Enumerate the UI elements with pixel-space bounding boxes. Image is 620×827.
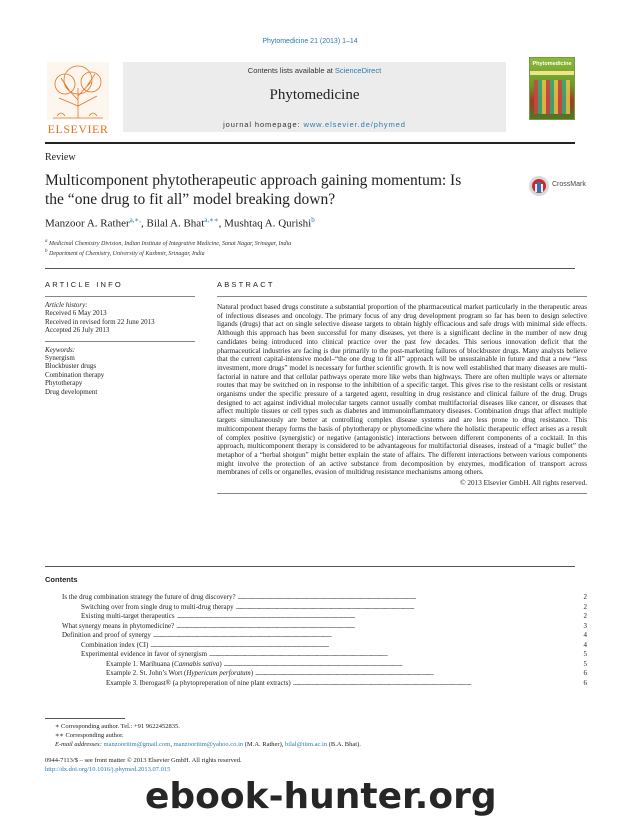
toc-title-end: ) <box>250 669 254 677</box>
toc-entry[interactable] <box>62 631 587 641</box>
toc-leader <box>176 622 567 632</box>
toc-leader <box>150 641 567 651</box>
section-rule <box>45 268 575 269</box>
toc-page: 3 <box>583 621 587 630</box>
affiliation <box>45 238 291 248</box>
toc-title: Combination index (CI) <box>81 640 149 649</box>
header-rule <box>45 142 575 144</box>
toc-title: Example 3. Iberogast® (a phytopreperation of nine plant extracts) <box>106 678 291 687</box>
email-label: E-mail addresses: <box>55 741 102 748</box>
toc-title-italic: Cannabis sativa <box>174 659 220 668</box>
email-link[interactable]: bilal@iiim.ac.in <box>285 741 328 748</box>
email-link[interactable]: manzooriiim@yahoo.co.in <box>173 741 244 748</box>
masthead <box>45 60 575 140</box>
toc-entry[interactable] <box>62 622 587 632</box>
keywords-rule <box>45 341 195 342</box>
article-title-line-1: Multicomponent phytotherapeutic approach gaining momentum: Is <box>45 172 462 189</box>
abstract-rule <box>217 296 587 297</box>
history-label: Article history: <box>45 301 88 309</box>
sciencedirect-link[interactable]: ScienceDirect <box>334 66 382 75</box>
toc-title-text: Example 2. St. John’s Wort ( <box>106 669 187 677</box>
footnotes <box>45 722 575 749</box>
email-separator: , <box>170 741 174 748</box>
toc-page: 5 <box>583 659 587 668</box>
toc-page: 6 <box>583 669 587 677</box>
footnote-mark: ∗ <box>55 723 60 730</box>
toc-title-text: Example 1. Marihuana ( <box>106 659 175 668</box>
keyword: Drug development <box>45 387 98 396</box>
author-marks[interactable]: b <box>311 216 315 224</box>
keyword: Synergism <box>45 354 75 363</box>
history-item: Accepted 26 July 2013 <box>45 326 110 335</box>
toc-title: Definition and proof of synergy <box>62 631 151 639</box>
toc-leader <box>238 593 567 603</box>
toc-page: 6 <box>583 678 587 687</box>
affiliation-text: Medicinal Chemistry Division, Indian Institute of Integrative Medicine, Sanat Nagar, Srinagar, India <box>49 241 292 247</box>
footnote-corresponding-1 <box>45 722 575 731</box>
journal-title: Phytomedicine <box>269 87 360 103</box>
cover-image <box>534 80 570 114</box>
abstract-heading: ABSTRACT <box>217 280 275 289</box>
contents-heading: Contents <box>45 575 78 584</box>
crossmark-label: CrossMark <box>552 181 586 188</box>
toc-leader <box>236 603 567 613</box>
toc-entry[interactable] <box>62 593 587 603</box>
toc-title: Experimental evidence in favor of synergism <box>81 650 208 658</box>
article-info-rule <box>45 296 195 297</box>
affiliation-mark: b <box>45 249 48 254</box>
toc-page: 2 <box>583 612 587 620</box>
toc-page: 2 <box>583 593 587 601</box>
issn-line: 0944-7113/$ – see front matter © 2013 Elsevier GmbH. All rights reserved. <box>45 757 242 764</box>
doi-link[interactable]: http://dx.doi.org/10.1016/j.phymed.2013.07.015 <box>45 766 171 773</box>
history-item: Received 6 May 2013 <box>45 309 107 318</box>
copyright-line: © 2013 Elsevier GmbH. All rights reserved. <box>460 479 587 488</box>
toc-entry[interactable] <box>62 669 587 679</box>
toc-title: What synergy means in phytomedicine? <box>62 621 175 630</box>
keyword: Phytotherapy <box>45 379 83 388</box>
toc-entry[interactable] <box>62 660 587 670</box>
toc-title: Switching over from single drug to multi-drug therapy <box>81 602 234 611</box>
affiliation-mark: a <box>45 239 48 244</box>
affiliation-text: Department of Chemistry, University of Kashmir, Srinagar, India <box>49 251 205 257</box>
journal-reference[interactable]: Phytomedicine 21 (2013) 1–14 <box>262 38 358 45</box>
author-marks[interactable]: a,∗, <box>129 216 141 224</box>
toc-entry[interactable] <box>62 641 587 651</box>
footnote-corresponding-2 <box>45 731 575 740</box>
abstract-column <box>217 280 587 494</box>
table-of-contents <box>62 593 587 688</box>
keywords <box>45 346 195 396</box>
journal-cover-thumbnail[interactable] <box>529 57 575 120</box>
keyword: Blockbuster drugs <box>45 362 97 371</box>
toc-entry[interactable] <box>62 612 587 622</box>
affiliation <box>45 248 291 258</box>
article-info-heading: ARTICLE INFO <box>45 280 123 289</box>
email-note: (M.A. Rather), <box>243 741 286 748</box>
email-link[interactable]: manzooriiim@gmail.com <box>103 741 171 748</box>
watermark: ebook-hunter.org <box>145 776 497 817</box>
article-info-column <box>45 280 195 396</box>
toc-leader <box>224 660 567 670</box>
cover-title: Phytomedicine <box>532 61 572 67</box>
footnote-emails <box>45 740 575 749</box>
article-history <box>45 301 195 335</box>
toc-title-end: ) <box>219 659 222 668</box>
toc-entry[interactable] <box>62 650 587 660</box>
history-item: Received in revised form 22 June 2013 <box>45 317 155 326</box>
toc-leader <box>209 650 567 660</box>
homepage-prefix: journal homepage: <box>223 120 304 129</box>
author-separator: , <box>218 217 225 230</box>
contents-rule <box>45 566 575 567</box>
footnote-mark: ∗∗ <box>55 732 64 739</box>
keywords-label: Keywords: <box>45 345 76 354</box>
toc-leader <box>293 679 567 689</box>
keyword: Combination therapy <box>45 370 105 379</box>
bottom-meta <box>45 756 242 774</box>
toc-title-italic: Hypericum perforatum <box>186 669 251 677</box>
elsevier-wordmark: ELSEVIER <box>47 122 109 136</box>
toc-title: Existing multi-target therapeutics <box>81 612 175 620</box>
journal-homepage-line <box>123 120 506 129</box>
article-title-line-2: the “one drug to fit all” model breaking down? <box>45 191 336 208</box>
journal-header-box <box>123 62 506 132</box>
toc-leader <box>153 631 567 641</box>
toc-entry[interactable] <box>62 603 587 613</box>
footnote-rule <box>45 718 125 719</box>
crossmark-icon <box>528 175 550 197</box>
abstract-end-rule <box>217 493 587 494</box>
homepage-link[interactable]: www.elsevier.de/phymed <box>303 120 406 129</box>
email-note: (B.A. Bhat). <box>327 741 361 748</box>
contents-available-line <box>123 66 506 75</box>
author-separator: , <box>141 217 147 230</box>
elsevier-logo[interactable] <box>45 60 111 136</box>
toc-page: 4 <box>583 640 587 649</box>
article-type: Review <box>45 152 76 163</box>
footnote-text: Corresponding author. <box>65 732 124 739</box>
author-name[interactable]: Manzoor A. Rather <box>45 217 130 230</box>
toc-title: Is the drug combination strategy the future of drug discovery? <box>62 593 236 601</box>
toc-page: 2 <box>583 602 587 611</box>
toc-leader <box>177 612 567 622</box>
cover-band <box>530 71 574 75</box>
footnote-text: Corresponding author. Tel.: +91 9622452835. <box>61 723 180 730</box>
author-name[interactable]: Bilal A. Bhat <box>146 217 205 230</box>
article-title <box>45 171 515 209</box>
toc-title <box>106 660 222 670</box>
crossmark-badge[interactable] <box>528 173 598 199</box>
toc-page: 4 <box>583 631 587 639</box>
author-name[interactable]: Mushtaq A. Qurishi <box>224 217 312 230</box>
toc-entry[interactable] <box>62 679 587 689</box>
affiliations <box>45 238 291 258</box>
toc-title <box>106 669 253 679</box>
toc-leader <box>255 669 567 679</box>
abstract-text: Natural product based drugs constitute a substantial proportion of the pharmaceutical market particularly in the therapeutic areas of infectious diseases and oncology. The primary focus of any drug development program so far has been to design selective ligands (drugs) that act on single selective disease targets to obtain highly efficacious and safe drugs with minimal side effects. Although this approach has been successful for many diseases, yet there is a significant decline in the number of new drug candidates being introduced into clinical practice over the past few decades. This serious innovation deficit that the pharmaceutical industries are facing is due primarily to the post-marketing failures of blockbuster drugs. Many analysts believe that the current capital-intensive model–“the one drug to fit all” approach will be unsustainable in future and that a new “less investment, more drugs” model is necessary for further scientific growth. It is now well established that many diseases are multi-factorial in nature and that cellular pathways operate more like webs than highways. There are often multiple ways or alternate routes that may be switched on in response to the inhibition of a specific target. This gives rise to the resistant cells or resistant organisms under the specific pressure of a targeted agent, resulting in drug resistance and clinical failure of the drug. Drugs designed to act against individual molecular targets cannot usually combat multifactorial diseases like cancer, or diseases that affect multiple tissues or cell types such as diabetes and immunoinflammatory diseases. Combination drugs that affect multiple targets simultaneously are better at controlling complex disease systems and are less prone to drug resistance. This multicomponent therapy forms the basis of phytotherapy or phytomedicine where the holistic therapeutic effect arises as a result of complex positive (synergistic) or negative (antagonistic) interactions between different components of a cocktail. In this approach, multicomponent therapy is considered to be advantageous for multifactorial diseases, instead of a “magic bullet” the metaphor of a “herbal shotgun” might better explain the state of affairs. The different interactions between various components might involve the protection of an active substance from decomposition by enzymes, modification of transport across membranes of cells or organelles, evasion of multidrug resistance mechanisms among others. <box>217 303 587 477</box>
author-marks[interactable]: a,∗∗ <box>204 216 219 224</box>
contents-prefix: Contents lists available at <box>247 66 335 75</box>
author-list <box>45 216 315 230</box>
toc-page: 5 <box>583 650 587 658</box>
